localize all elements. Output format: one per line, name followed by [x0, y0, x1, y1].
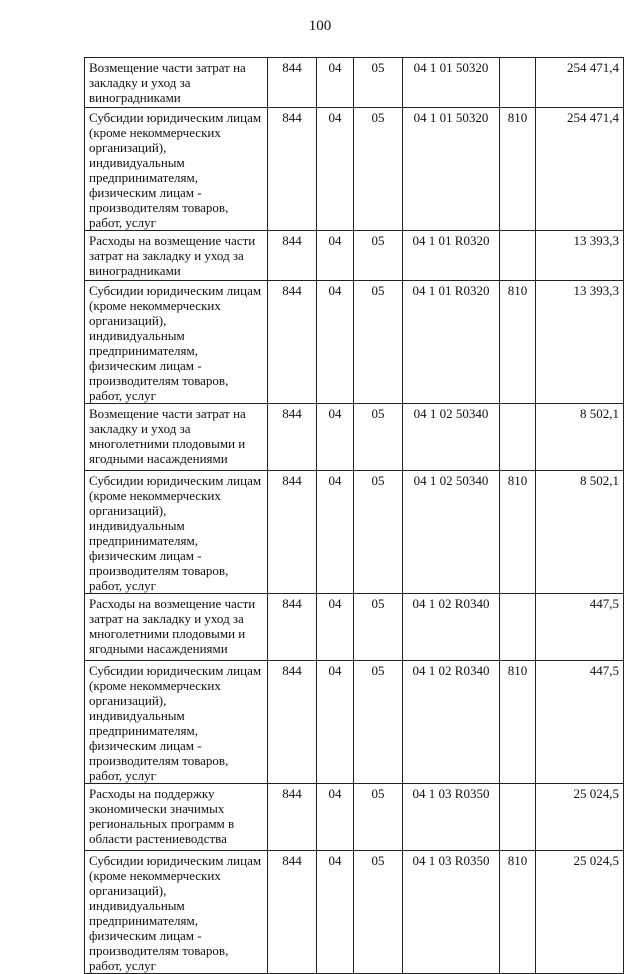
cell-expense-type: 810	[500, 661, 536, 784]
table-row	[85, 594, 624, 661]
cell-expense-type: 810	[500, 281, 536, 404]
cell-subsection: 05	[354, 471, 403, 594]
cell-expense-type: 810	[500, 108, 536, 231]
cell-name: Расходы на возмещение части затрат на закладку и уход за многолетними плодовыми и ягодными насаждениями	[85, 594, 268, 661]
cell-name: Расходы на возмещение части затрат на закладку и уход за виноградниками	[85, 231, 268, 281]
cell-amount: 25 024,5	[536, 851, 624, 974]
cell-section: 04	[317, 404, 354, 471]
cell-target-article: 04 1 02 50340	[403, 404, 500, 471]
cell-name: Субсидии юридическим лицам (кроме некоммерческих организаций), индивидуальным предпринимателям, физическим лицам - производителям товаров, работ, услуг	[85, 661, 268, 784]
cell-amount: 447,5	[536, 661, 624, 784]
cell-name: Субсидии юридическим лицам (кроме некоммерческих организаций), индивидуальным предпринимателям, физическим лицам - производителям товаров, работ, услуг	[85, 851, 268, 974]
cell-ministry: 844	[268, 594, 317, 661]
table-row	[85, 661, 624, 784]
cell-section: 04	[317, 281, 354, 404]
cell-section: 04	[317, 471, 354, 594]
table-row	[85, 108, 624, 231]
cell-ministry: 844	[268, 661, 317, 784]
table-row	[85, 404, 624, 471]
cell-expense-type: 810	[500, 471, 536, 594]
cell-ministry: 844	[268, 404, 317, 471]
cell-ministry: 844	[268, 58, 317, 108]
cell-ministry: 844	[268, 784, 317, 851]
cell-amount: 8 502,1	[536, 404, 624, 471]
cell-amount: 254 471,4	[536, 58, 624, 108]
cell-subsection: 05	[354, 851, 403, 974]
cell-section: 04	[317, 661, 354, 784]
cell-amount: 254 471,4	[536, 108, 624, 231]
table-row	[85, 851, 624, 974]
table-row	[85, 471, 624, 594]
cell-name: Субсидии юридическим лицам (кроме некоммерческих организаций), индивидуальным предпринимателям, физическим лицам - производителям товаров, работ, услуг	[85, 471, 268, 594]
cell-ministry: 844	[268, 281, 317, 404]
cell-target-article: 04 1 03 R0350	[403, 784, 500, 851]
cell-target-article: 04 1 01 R0320	[403, 281, 500, 404]
cell-expense-type	[500, 594, 536, 661]
cell-target-article: 04 1 02 R0340	[403, 594, 500, 661]
cell-amount: 447,5	[536, 594, 624, 661]
table-row	[85, 281, 624, 404]
cell-subsection: 05	[354, 784, 403, 851]
cell-target-article: 04 1 03 R0350	[403, 851, 500, 974]
cell-amount: 25 024,5	[536, 784, 624, 851]
cell-target-article: 04 1 02 R0340	[403, 661, 500, 784]
cell-subsection: 05	[354, 231, 403, 281]
cell-ministry: 844	[268, 231, 317, 281]
table-body	[85, 58, 624, 974]
cell-subsection: 05	[354, 281, 403, 404]
cell-amount: 13 393,3	[536, 231, 624, 281]
cell-subsection: 05	[354, 108, 403, 231]
cell-target-article: 04 1 02 50340	[403, 471, 500, 594]
cell-target-article: 04 1 01 50320	[403, 58, 500, 108]
cell-expense-type: 810	[500, 851, 536, 974]
cell-target-article: 04 1 01 R0320	[403, 231, 500, 281]
cell-target-article: 04 1 01 50320	[403, 108, 500, 231]
table-row	[85, 784, 624, 851]
cell-name: Субсидии юридическим лицам (кроме некоммерческих организаций), индивидуальным предпринимателям, физическим лицам - производителям товаров, работ, услуг	[85, 281, 268, 404]
cell-name: Возмещение части затрат на закладку и уход за виноградниками	[85, 58, 268, 108]
cell-name: Возмещение части затрат на закладку и уход за многолетними плодовыми и ягодными насаждениями	[85, 404, 268, 471]
cell-section: 04	[317, 58, 354, 108]
cell-section: 04	[317, 851, 354, 974]
cell-subsection: 05	[354, 404, 403, 471]
cell-amount: 13 393,3	[536, 281, 624, 404]
cell-section: 04	[317, 594, 354, 661]
table-row	[85, 58, 624, 108]
cell-expense-type	[500, 58, 536, 108]
cell-name: Субсидии юридическим лицам (кроме некоммерческих организаций), индивидуальным предпринимателям, физическим лицам - производителям товаров, работ, услуг	[85, 108, 268, 231]
budget-table	[84, 57, 624, 974]
cell-subsection: 05	[354, 661, 403, 784]
table-row	[85, 231, 624, 281]
cell-amount: 8 502,1	[536, 471, 624, 594]
cell-ministry: 844	[268, 851, 317, 974]
cell-expense-type	[500, 231, 536, 281]
page-number: 100	[308, 18, 332, 34]
cell-ministry: 844	[268, 108, 317, 231]
cell-ministry: 844	[268, 471, 317, 594]
cell-section: 04	[317, 784, 354, 851]
cell-section: 04	[317, 231, 354, 281]
cell-subsection: 05	[354, 58, 403, 108]
cell-expense-type	[500, 784, 536, 851]
cell-name: Расходы на поддержку экономически значимых региональных программ в области растениеводства	[85, 784, 268, 851]
cell-subsection: 05	[354, 594, 403, 661]
cell-expense-type	[500, 404, 536, 471]
cell-section: 04	[317, 108, 354, 231]
